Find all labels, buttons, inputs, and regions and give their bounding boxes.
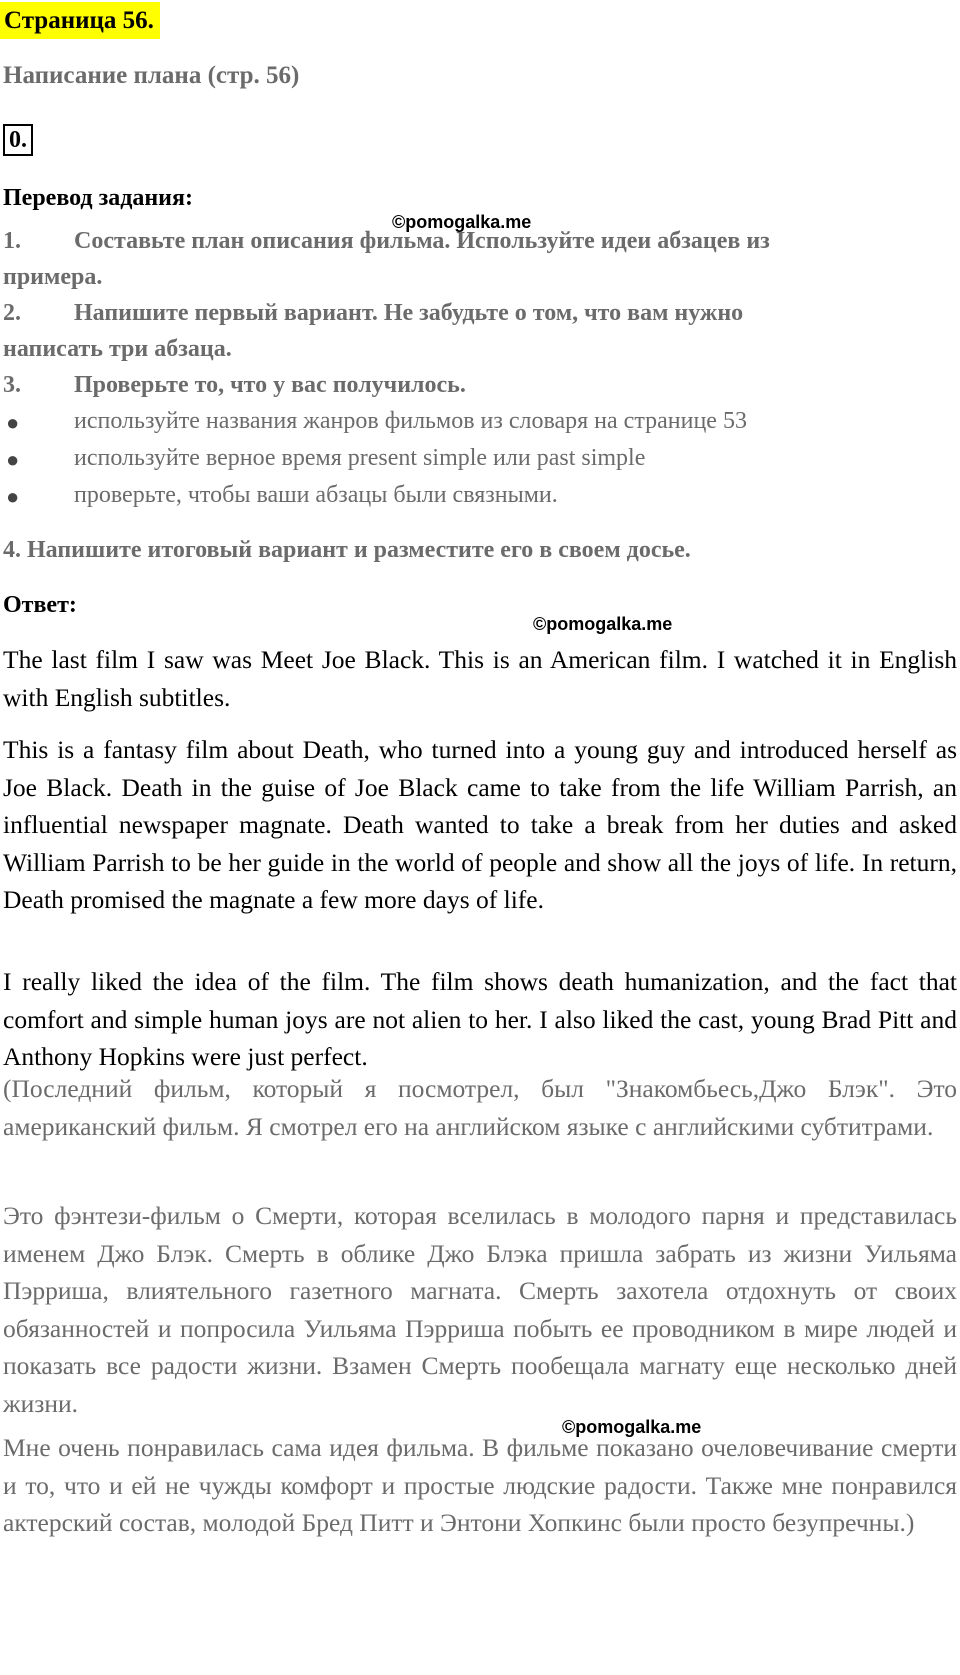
task-3-number: 3. <box>3 372 21 398</box>
task-1-text: Составьте план описания фильма. Используйте идеи абзацев из <box>74 228 770 254</box>
exercise-number-box: 0. <box>3 124 33 156</box>
bullet-dot-icon: ● <box>6 410 20 435</box>
bullet-dot-icon: ● <box>6 484 20 509</box>
task-2-number: 2. <box>3 300 21 326</box>
task-2-text-cont: написать три абзаца. <box>3 336 232 362</box>
task-translation-heading: Перевод задания: <box>3 185 193 211</box>
watermark: ©pomogalka.me <box>533 614 673 634</box>
bullet-dot-icon: ● <box>6 447 20 472</box>
page-title: Страница 56. <box>0 2 160 39</box>
section-subtitle: Написание плана (стр. 56) <box>3 62 300 89</box>
watermark: ©pomogalka.me <box>392 212 532 232</box>
task-1-number: 1. <box>3 228 21 254</box>
task-4-text: 4. Напишите итоговый вариант и разместите его в своем досье. <box>3 537 691 563</box>
translation-paragraph-ru: Это фэнтези-фильм о Смерти, которая вселилась в молодого парня и представилась именем Джо Блэк. Смерть в облике Джо Блэка пришла забрать из жизни Уильяма Пэрриша, влиятельного газетного магната. Смерть захотела отдохнуть от своих обязанностей и попросила Уильяма Пэрриша побыть ее проводником в мире людей и показать все радости жизни. Взамен Смерть пообещала магнату еще несколько дней жизни. <box>3 1201 957 1418</box>
bullet-item: используйте верное время present simple или past simple <box>74 445 646 471</box>
translation-paragraph-ru: (Последний фильм, который я посмотрел, был "Знакомбьесь,Джо Блэк". Это американский фильм. Я смотрел его на английском языке с английскими субтитрами. <box>3 1074 957 1141</box>
bullet-item: проверьте, чтобы ваши абзацы были связными. <box>74 482 558 508</box>
answer-paragraph-en: I really liked the idea of the film. The film shows death humanization, and the fact that comfort and simple human joys are not alien to her. I also liked the cast, young Brad Pitt and Anthony Hopkins were just perfect. <box>3 967 957 1071</box>
answer-paragraph-en: This is a fantasy film about Death, who turned into a young guy and introduced herself as Joe Black. Death in the guise of Joe Black came to take from the life William Parrish, an influential newspaper magnate. Death wanted to take a break from her duties and asked William Parrish to be her guide in the world of people and show all the joys of life. In return, Death promised the magnate a few more days of life. <box>3 735 957 914</box>
watermark: ©pomogalka.me <box>562 1417 702 1437</box>
task-3-text: Проверьте то, что у вас получилось. <box>74 372 466 398</box>
bullet-item: используйте названия жанров фильмов из словаря на странице 53 <box>74 408 747 434</box>
task-2-text: Напишите первый вариант. Не забудьте о том, что вам нужно <box>74 300 744 326</box>
task-1-text-cont: примера. <box>3 264 103 290</box>
answer-heading: Ответ: <box>3 592 77 618</box>
translation-paragraph-ru: Мне очень понравилась сама идея фильма. В фильме показано очеловечивание смерти и то, что и ей не чужды комфорт и простые людские радости. Также мне понравился актерский состав, молодой Бред Питт и Энтони Хопкинс были просто безупречны.) <box>3 1433 957 1537</box>
answer-paragraph-en: The last film I saw was Meet Joe Black. This is an American film. I watched it in English with English subtitles. <box>3 645 957 712</box>
